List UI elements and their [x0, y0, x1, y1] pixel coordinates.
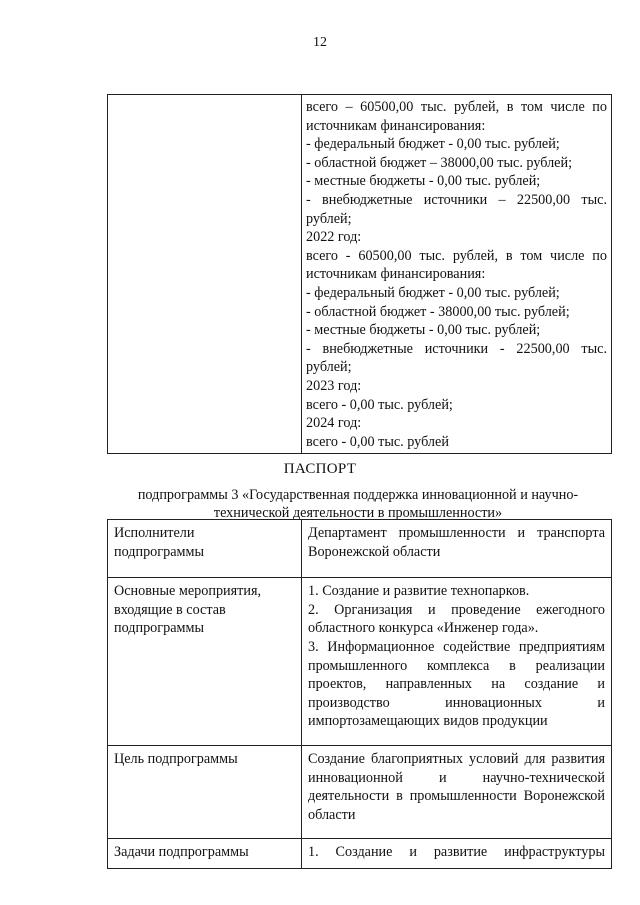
- row-label-line: входящие в состав: [114, 601, 226, 618]
- funding-line: источникам финансирования:: [306, 117, 486, 134]
- funding-line: рублей;: [306, 210, 352, 227]
- row-label-line: Задачи подпрограммы: [114, 844, 249, 861]
- row-value-line: 2. Организация и проведение ежегодного: [308, 601, 605, 618]
- funding-line: всего - 0,00 тыс. рублей;: [306, 396, 453, 413]
- funding-table: [107, 94, 612, 454]
- row-value-line: 1. Создание и развитие инфраструктуры: [308, 844, 605, 861]
- row-value-line: областного конкурса «Инженер года».: [308, 620, 539, 637]
- table-row: [108, 520, 612, 578]
- funding-line: всего - 0,00 тыс. рублей: [306, 433, 449, 450]
- row-value-line: 1. Создание и развитие технопарков.: [308, 583, 530, 600]
- row-value-tasks: [302, 839, 612, 869]
- funding-line: 2022 год:: [306, 229, 362, 246]
- table-row: [108, 578, 612, 746]
- row-value-line: инновационной и научно-технической: [308, 769, 605, 786]
- funding-line: - внебюджетные источники - 22500,00 тыс.: [306, 340, 607, 357]
- row-value-activities: [302, 578, 612, 746]
- row-value-line: проектов, направленных на создание и: [308, 676, 605, 693]
- funding-line: - местные бюджеты - 0,00 тыс. рублей;: [306, 322, 541, 339]
- row-value-line: Воронежской области: [308, 543, 441, 560]
- funding-line: - местные бюджеты - 0,00 тыс. рублей;: [306, 173, 541, 190]
- funding-line: 2024 год:: [306, 415, 362, 432]
- row-label-line: Исполнители: [114, 525, 195, 541]
- row-label-line: Цель подпрограммы: [114, 750, 238, 767]
- row-value-goal: [302, 745, 612, 838]
- funding-line: всего - 60500,00 тыс. рублей, в том числе по: [306, 247, 607, 264]
- funding-line: 2023 год:: [306, 377, 362, 394]
- row-value-line: Создание благоприятных условий для развития: [308, 750, 605, 767]
- funding-value-cell: [302, 95, 612, 454]
- row-label-line: подпрограммы: [114, 620, 204, 637]
- row-label-line: подпрограммы: [114, 543, 204, 560]
- row-value-line: производство инновационных и: [308, 694, 605, 711]
- row-value-line: 3. Информационное содействие предприятиям: [308, 638, 605, 655]
- passport-table: [107, 519, 612, 869]
- funding-line: источникам финансирования:: [306, 266, 486, 283]
- funding-line: - федеральный бюджет - 0,00 тыс. рублей;: [306, 284, 560, 301]
- row-value-line: импортозамещающих видов продукции: [308, 713, 548, 730]
- row-label-executors: [108, 520, 302, 578]
- row-value-executors: [302, 520, 612, 578]
- row-label-tasks: [108, 839, 302, 869]
- passport-subtitle: [108, 486, 608, 522]
- table-row: [108, 745, 612, 838]
- passport-subtitle-line: технической деятельности в промышленности»: [213, 505, 503, 521]
- row-value-line: промышленного комплекса в реализации: [308, 657, 605, 674]
- funding-label-cell: [108, 95, 302, 454]
- funding-line: рублей;: [306, 359, 352, 376]
- funding-line: - внебюджетные источники – 22500,00 тыс.: [306, 191, 607, 208]
- row-value-line: области: [308, 806, 356, 823]
- row-label-activities: [108, 578, 302, 746]
- passport-title: ПАСПОРТ: [283, 461, 357, 477]
- passport-subtitle-line: подпрограммы 3 «Государственная поддержка инновационной и научно-: [137, 487, 579, 503]
- funding-line: - областной бюджет - 38000,00 тыс. рублей;: [306, 303, 570, 320]
- funding-line: - областной бюджет – 38000,00 тыс. рублей;: [306, 154, 573, 171]
- page-number: 12: [313, 35, 327, 50]
- row-label-goal: [108, 745, 302, 838]
- funding-line: всего – 60500,00 тыс. рублей, в том числе по: [306, 99, 607, 115]
- table-row: [108, 839, 612, 869]
- row-value-line: Департамент промышленности и транспорта: [308, 525, 605, 541]
- row-label-line: Основные мероприятия,: [114, 583, 262, 600]
- funding-line: - федеральный бюджет - 0,00 тыс. рублей;: [306, 136, 560, 153]
- row-value-line: деятельности в промышленности Воронежской: [308, 788, 605, 805]
